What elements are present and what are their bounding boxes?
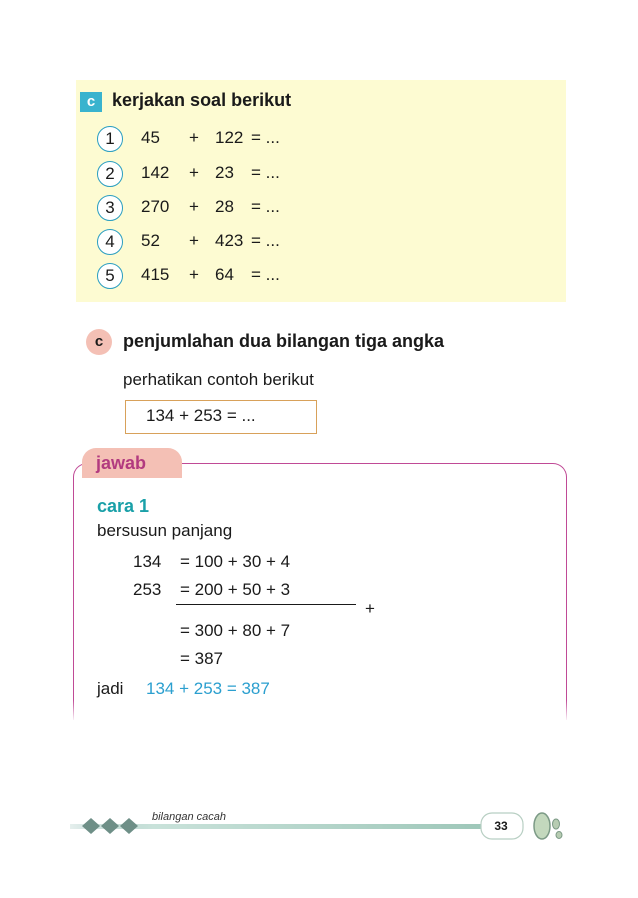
equals-blank: = ... <box>251 128 280 147</box>
operator: + <box>189 265 199 284</box>
example-box <box>125 400 317 434</box>
operand-a: 45 <box>141 128 160 147</box>
equals-blank: = ... <box>251 265 280 284</box>
calc-right-2: = 200 + 50 + 3 <box>180 580 291 599</box>
exercise-badge: c <box>80 92 102 112</box>
sum-divider-line <box>176 604 356 605</box>
row-number: 5 <box>97 263 123 289</box>
section-title: penjumlahan dua bilangan tiga angka <box>123 331 445 351</box>
operand-b: 122 <box>215 128 244 147</box>
row-number: 1 <box>97 126 123 152</box>
answer-tab <box>82 448 182 478</box>
ornament-icon <box>534 813 562 839</box>
row-number: 2 <box>97 161 123 187</box>
calc-result-2: = 387 <box>180 649 224 668</box>
operator: + <box>189 163 199 182</box>
method-name: bersusun panjang <box>97 521 233 540</box>
conclusion-label: jadi <box>97 679 124 698</box>
calc-left-2: 253 <box>133 580 162 599</box>
operand-b: 23 <box>215 163 234 182</box>
diamond-icon <box>120 818 138 834</box>
operand-a: 142 <box>141 163 170 182</box>
operator: + <box>189 128 199 147</box>
operand-b: 64 <box>215 265 234 284</box>
diamond-icon <box>82 818 100 834</box>
equals-blank: = ... <box>251 163 280 182</box>
answer-box-fade <box>73 700 569 722</box>
calc-left-1: 134 <box>133 552 162 571</box>
method-title: cara 1 <box>97 496 150 516</box>
footer-chapter-title: bilangan cacah <box>152 811 227 823</box>
conclusion-equation: 134 + 253 = 387 <box>146 679 270 698</box>
example-equation: 134 + 253 = ... <box>146 406 256 425</box>
operand-b: 28 <box>215 197 234 216</box>
calc-right-1: = 100 + 30 + 4 <box>180 552 291 571</box>
operator: + <box>189 231 199 250</box>
instruction-text: perhatikan contoh berikut <box>123 370 314 389</box>
page-number: 33 <box>494 819 508 833</box>
operand-a: 415 <box>141 265 170 284</box>
operator: + <box>189 197 199 216</box>
equals-blank: = ... <box>251 197 280 216</box>
calc-result-1: = 300 + 80 + 7 <box>180 621 291 640</box>
operand-b: 423 <box>215 231 244 250</box>
answer-tab-label: jawab <box>96 453 147 473</box>
equals-blank: = ... <box>251 231 280 250</box>
section-badge: c <box>86 329 112 355</box>
sum-plus-sign: + <box>365 599 375 618</box>
row-number: 4 <box>97 229 123 255</box>
row-number: 3 <box>97 195 123 221</box>
exercise-title: kerjakan soal berikut <box>112 90 292 110</box>
diamond-icon <box>101 818 119 834</box>
operand-a: 270 <box>141 197 170 216</box>
operand-a: 52 <box>141 231 160 250</box>
